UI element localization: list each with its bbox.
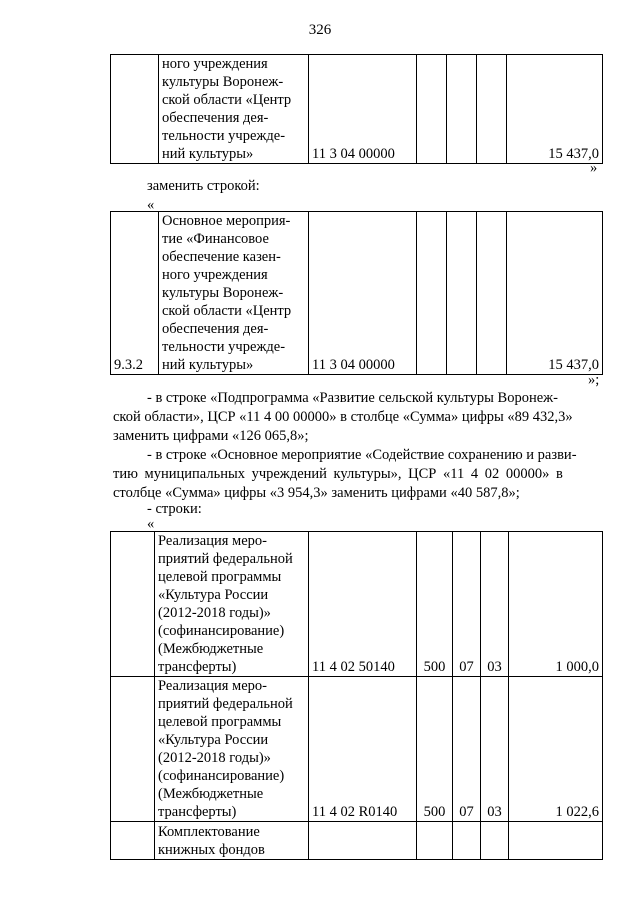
row-number-cell [111, 677, 155, 822]
row-name-cell [159, 55, 309, 164]
closing-quote: » [590, 160, 598, 176]
csr-cell: 11 3 04 00000 [309, 55, 417, 164]
rz-cell: 07 [453, 677, 481, 822]
csr-cell: 11 4 02 R0140 [309, 677, 417, 822]
amendment-paragraph [113, 446, 597, 503]
budget-table-original-row [110, 54, 603, 164]
sum-cell: 15 437,0 [507, 212, 603, 375]
budget-table-rows [110, 531, 603, 860]
rz-cell [447, 55, 477, 164]
rows-instruction: - строки: [147, 501, 202, 517]
paragraph-line: - в строке «Подпрограмма «Развитие сельской культуры Воронеж- [147, 390, 558, 406]
pr-cell [477, 55, 507, 164]
amendment-paragraph [113, 389, 597, 446]
closing-quote: »; [588, 372, 600, 388]
table-row [111, 677, 603, 822]
sum-cell: 1 000,0 [509, 532, 603, 677]
row-name-cell [159, 212, 309, 375]
paragraph-line: столбце «Сумма» цифры «3 954,3» заменить цифрами «40 587,8»; [113, 485, 520, 501]
rz-cell [453, 822, 481, 860]
row-name-text: Основное мероприя- тие «Финансовое обеспечение казен- ного учреждения культуры Воронеж- ской области «Центр обеспечения дея- тельности учрежде- ний культуры» [162, 213, 292, 373]
vr-cell: 500 [417, 677, 453, 822]
row-number-cell [111, 55, 159, 164]
rz-cell: 07 [453, 532, 481, 677]
sum-cell: 15 437,0 [507, 55, 603, 164]
table-row [111, 55, 603, 164]
sum-cell [509, 822, 603, 860]
paragraph-line: тию муниципальных учреждений культуры», ЦСР «11 4 02 00000» в [113, 466, 563, 482]
vr-cell [417, 212, 447, 375]
pr-cell [477, 212, 507, 375]
rz-cell [447, 212, 477, 375]
opening-quote: « [147, 516, 155, 532]
vr-cell [417, 55, 447, 164]
table-row [111, 822, 603, 860]
csr-cell [309, 822, 417, 860]
table-row [111, 212, 603, 375]
sum-cell: 1 022,6 [509, 677, 603, 822]
paragraph-line: ской области», ЦСР «11 4 00 00000» в столбце «Сумма» цифры «89 432,3» [113, 409, 573, 425]
opening-quote: « [147, 197, 155, 213]
budget-table-replacement-row [110, 211, 603, 375]
csr-cell: 11 4 02 50140 [309, 532, 417, 677]
paragraph-line: заменить цифрами «126 065,8»; [113, 428, 309, 444]
page-number: 326 [308, 22, 332, 38]
row-name-text: Реализация меро- приятий федеральной целевой программы «Культура России (2012-2018 годы)» (софинансирование) (Межбюджетные трансферты) [158, 533, 293, 675]
table-row [111, 532, 603, 677]
vr-cell [417, 822, 453, 860]
pr-cell: 03 [481, 677, 509, 822]
row-name-text: ного учреждения культуры Воронеж- ской области «Центр обеспечения дея- тельности учрежде- ний культуры» [162, 56, 292, 162]
csr-cell: 11 3 04 00000 [309, 212, 417, 375]
row-name-cell [155, 822, 309, 860]
row-number-cell: 9.3.2 [111, 212, 159, 375]
row-name-text: Комплектование книжных фондов [158, 824, 265, 858]
pr-cell [481, 822, 509, 860]
row-name-text: Реализация меро- приятий федеральной целевой программы «Культура России (2012-2018 годы)» (софинансирование) (Межбюджетные трансферты) [158, 678, 293, 820]
row-name-cell [155, 532, 309, 677]
pr-cell: 03 [481, 532, 509, 677]
row-number-cell [111, 822, 155, 860]
row-number-cell [111, 532, 155, 677]
replace-instruction: заменить строкой: [147, 178, 260, 194]
row-name-cell [155, 677, 309, 822]
paragraph-line: - в строке «Основное мероприятие «Содействие сохранению и разви- [147, 447, 577, 463]
vr-cell: 500 [417, 532, 453, 677]
